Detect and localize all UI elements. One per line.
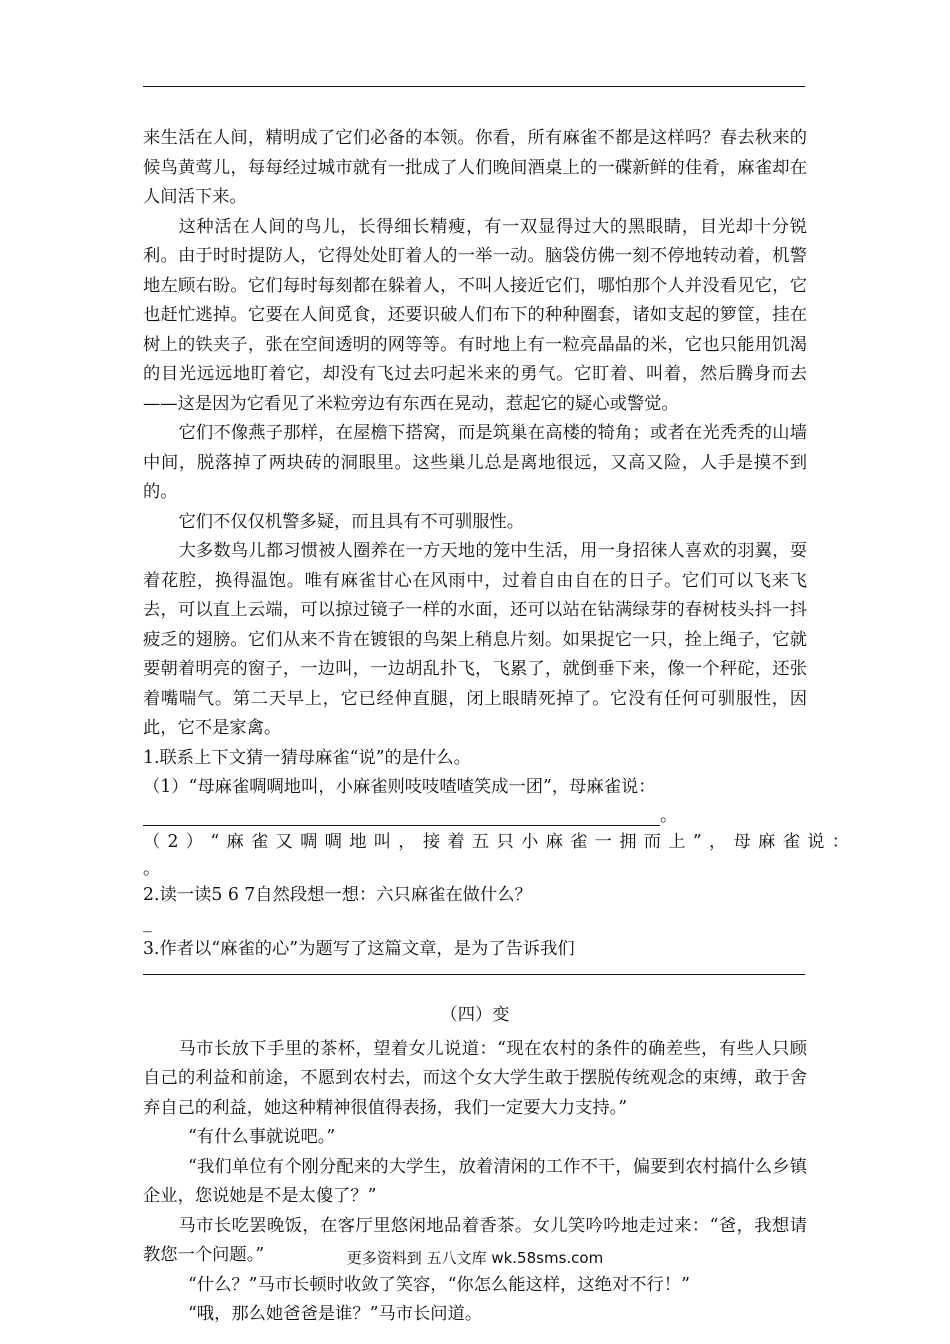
question-1-part-2-end: 。 [143, 859, 161, 879]
paragraph: 它们不仅仅机警多疑，而且具有不可驯服性。 [178, 511, 525, 532]
paragraph: “什么？”马市长顿时收敛了笑容，“你怎么能这样，这绝对不行！” [187, 1274, 690, 1295]
document-body [143, 124, 857, 1330]
paragraph: 它们不像燕子那样，在屋檐下搭窝，而是筑巢在高楼的犄角；或者在光秃秃的山墙中间，脱落掉了两块砖的洞眼里。这些巢儿总是离地很远，又高又险，人手是摸不到的。 [143, 423, 807, 502]
paragraph: “哦，那么她爸爸是谁？”马市长问道。 [187, 1304, 483, 1324]
top-divider [143, 86, 805, 87]
answer-blank-row [143, 803, 807, 826]
paragraph: 马市长放下手里的茶杯，望着女儿说道：“现在农村的条件的确差些，有些人只顾自己的利益和前途，不愿到农村去，而这个女大学生敢于摆脱传统观念的束缚，敢于舍弃自己的利益，她这种精神很值得表扬，我们一定要大力支持。” [143, 1038, 807, 1118]
blank-end-mark: 。 [660, 805, 677, 826]
question-1-part-1: （1）“母麻雀啁啁地叫，小麻雀则吱吱喳喳笑成一团”，母麻雀说： [143, 777, 656, 797]
footer-source-link[interactable]: 更多资料到 五八文库 wk.58sms.com [346, 1249, 604, 1267]
question-2: 2.读一读5 6 7自然段想一想：六只麻雀在做什么？ [143, 885, 532, 905]
paragraph: 来生活在人间，精明成了它们必备的本领。你看，所有麻雀不都是这样吗？春去秋来的候鸟黄莺儿，每每经过城市就有一批成了人们晚间酒桌上的一碟新鲜的佳肴，麻雀却在人间活下来。 [143, 128, 807, 207]
paragraph: “我们单位有个刚分配来的大学生，放着清闲的工作不干，偏要到农村搞什么乡镇企业，您说她是不是太傻了？” [143, 1156, 807, 1206]
question-2-answer-mark[interactable]: _ [143, 912, 152, 933]
paragraph: “有什么事就说吧。” [187, 1127, 336, 1147]
question-1-part-2: （2）“麻雀又啁啁地叫，接着五只小麻雀一拥而上”，母麻雀说： [143, 831, 857, 852]
paragraph: 大多数鸟儿都习惯被人圈养在一方天地的笼中生活，用一身招徕人喜欢的羽翼，耍着花腔，换得温饱。唯有麻雀甘心在风雨中，过着自由自在的日子。它们可以飞来飞去，可以直上云端，可以掠过镜子一样的水面，还可以站在钻满绿芽的春树枝头抖一抖疲乏的翅膀。它们从来不肯在镀银的鸟架上稍息片刻。如果捉它一只，拴上绳子，它就要朝着明亮的窗子，一边叫，一边胡乱扑飞，飞累了，就倒垂下来，像一个秤砣，还张着嘴喘气。第二天早上，它已经伸直腿，闭上眼睛死掉了。它没有任何可驯服性，因此，它不是家禽。 [143, 541, 807, 738]
question-3-answer-line[interactable] [143, 974, 805, 975]
section-title: （四）变 [440, 1005, 510, 1025]
question-3: 3.作者以“麻雀的心”为题写了这篇文章，是为了告诉我们 [143, 938, 575, 959]
paragraph: 马市长吃罢晚饭，在客厅里悠闲地品着香茶。女儿笑吟吟地走过来：“爸，我想请教您一个问题。” [143, 1215, 807, 1265]
answer-blank[interactable] [143, 806, 660, 826]
question-1: 1.联系上下文猜一猜母麻雀“说”的是什么。 [143, 747, 471, 768]
paragraph: 这种活在人间的鸟儿，长得细长精瘦，有一双显得过大的黑眼睛，目光却十分锐利。由于时时提防人，它得处处盯着人的一举一动。脑袋仿佛一刻不停地转动着，机警地左顾右盼。它们每时每刻都在躲着人，不叫人接近它们，哪怕那个人并没看见它，它也赶忙逃掉。它要在人间觅食，还要识破人们布下的种种圈套，诸如支起的箩筐，挂在树上的铁夹子，张在空间透明的网等等。有时地上有一粒亮晶晶的米，它也只能用饥渴的目光远远地盯着它，却没有飞过去叼起米来的勇气。它盯着、叫着，然后腾身而去——这是因为它看见了米粒旁边有东西在晃动，惹起它的疑心或警觉。 [143, 216, 807, 414]
